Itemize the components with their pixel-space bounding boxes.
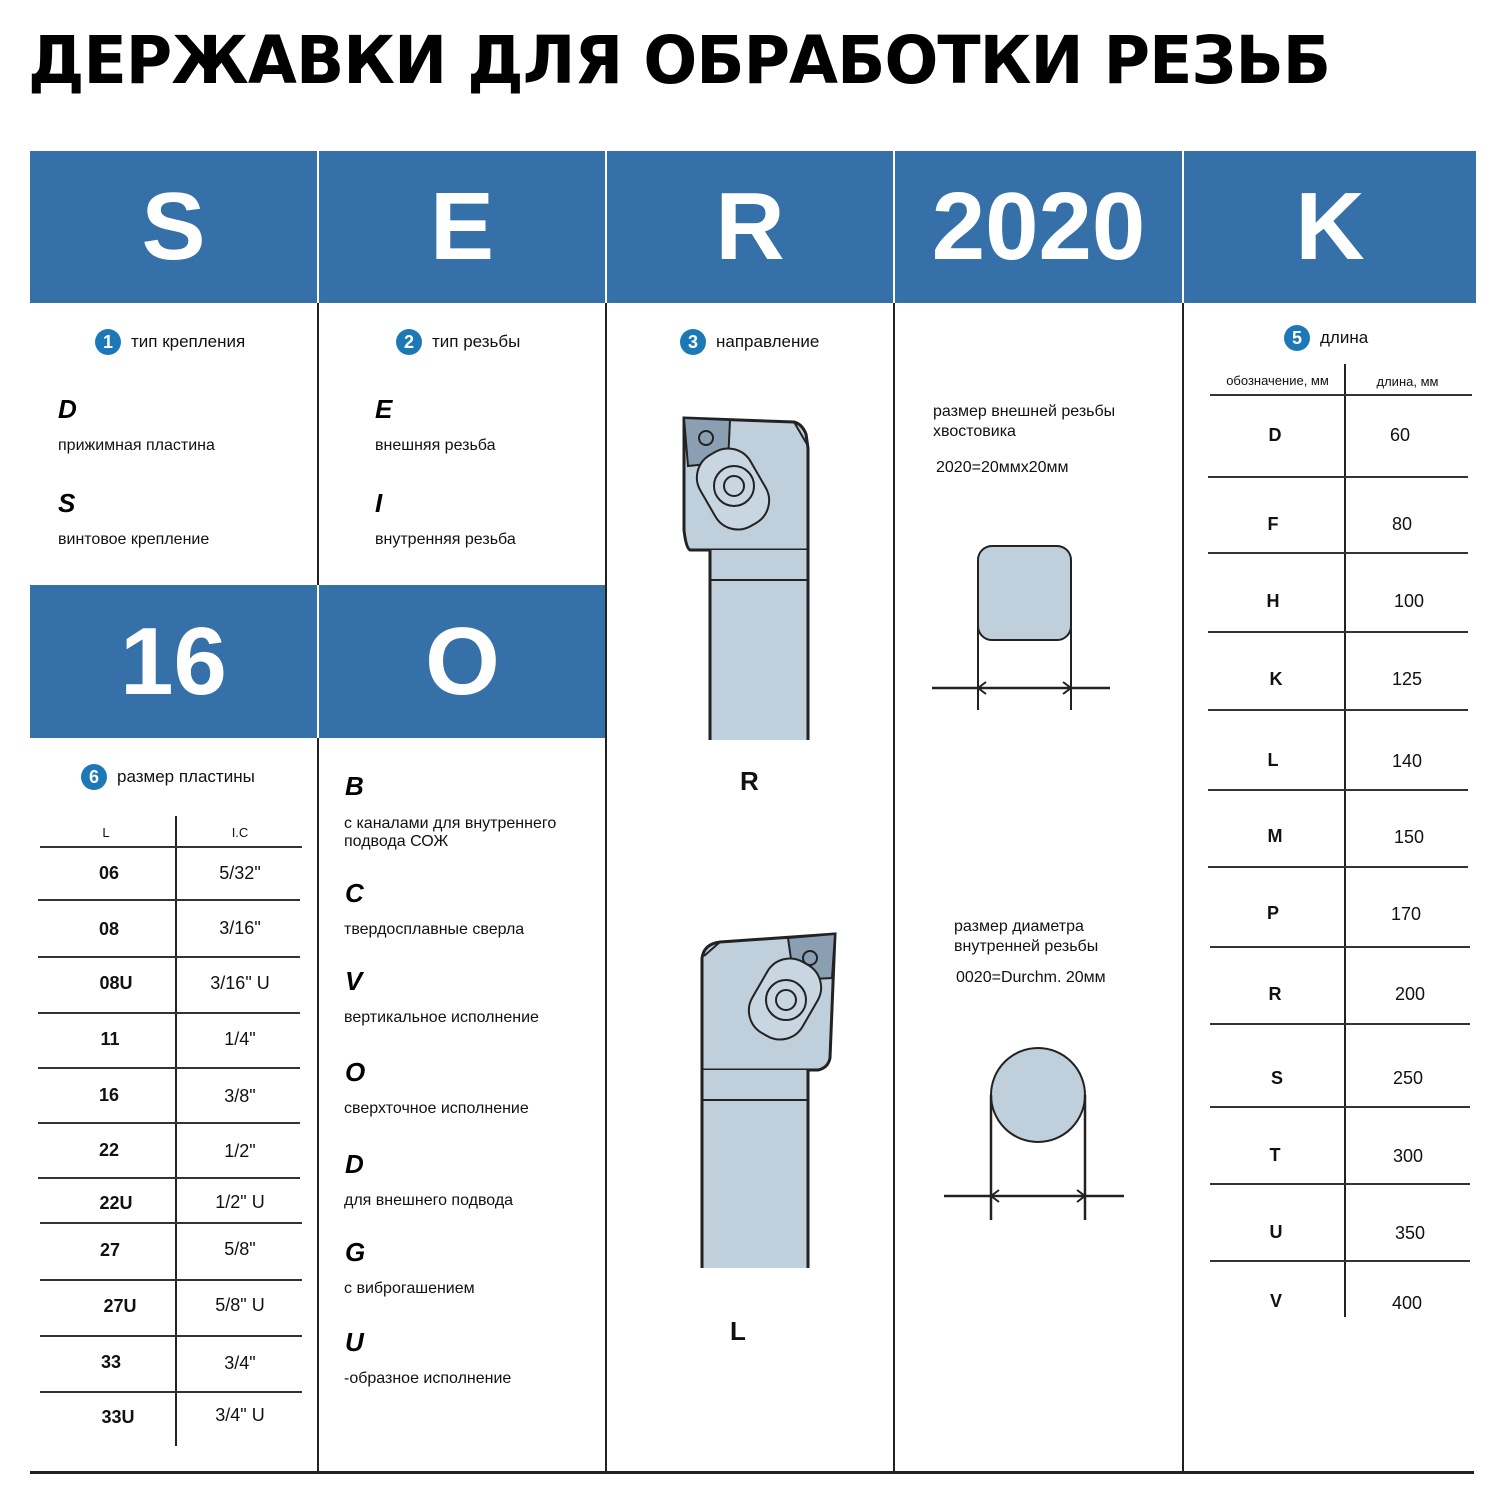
code-r: R (715, 173, 785, 280)
insert-table-divider (175, 816, 177, 1446)
column-divider (317, 303, 319, 585)
length-row-key: U (1269, 1222, 1283, 1242)
variant-desc: -образное исполнение (344, 1370, 512, 1387)
length-row-rule (1210, 1023, 1470, 1025)
insert-row-value: 5/8" U (215, 1295, 265, 1315)
variant-desc: с виброгашением (344, 1280, 475, 1297)
code-block-o (319, 585, 606, 738)
column-divider (893, 303, 895, 1472)
insert-row-rule (40, 1335, 302, 1337)
variant-desc: для внешнего подвода (344, 1192, 514, 1209)
length-row-value: 80 (1391, 514, 1413, 534)
number-badge-2: 2 (396, 329, 422, 355)
length-row-key: F (1267, 514, 1279, 534)
number-badge-1: 1 (95, 329, 121, 355)
length-row-rule (1210, 946, 1470, 948)
insert-row-value: 1/4" (224, 1029, 256, 1049)
length-col-header-code: обозначение, мм (1226, 373, 1329, 388)
number-badge-5: 5 (1284, 325, 1310, 351)
length-row-key: V (1269, 1291, 1282, 1311)
length-row-value: 250 (1392, 1068, 1424, 1088)
variant-letter: D (345, 1149, 364, 1179)
insert-row-rule (40, 1391, 302, 1393)
shank-external-example: 2020=20ммх20мм (936, 459, 1069, 476)
insert-row-rule (38, 956, 300, 958)
insert-row-key: 33U (101, 1407, 135, 1427)
option-desc: прижимная пластина (58, 437, 215, 454)
option-desc: внутренняя резьба (375, 531, 516, 548)
column-divider (605, 303, 607, 1472)
insert-row-key: 22 (98, 1140, 120, 1160)
insert-row-value: 3/8" (224, 1086, 256, 1106)
code-block-2020 (895, 151, 1182, 303)
section-insert-size-heading (81, 764, 255, 790)
insert-row-rule (38, 1012, 300, 1014)
code-block-r (607, 151, 893, 303)
code-2020: 2020 (931, 173, 1146, 280)
code-s: S (141, 173, 206, 280)
insert-row-key: 16 (98, 1085, 120, 1105)
variant-desc: вертикальное исполнение (344, 1009, 539, 1026)
variant-letter: U (345, 1327, 364, 1357)
direction-right-label: R (740, 766, 759, 796)
length-row-value: 170 (1390, 904, 1422, 924)
column-divider (1182, 303, 1184, 1472)
length-row-value: 350 (1394, 1223, 1426, 1243)
option-desc: внешняя резьба (375, 437, 496, 454)
code-block-16 (30, 585, 317, 738)
insert-row-value: 5/8" (224, 1239, 256, 1259)
length-row-value: 140 (1391, 751, 1423, 771)
length-row-key: S (1270, 1068, 1283, 1088)
code-k: K (1295, 173, 1365, 280)
section-label: тип резьбы (432, 332, 521, 351)
insert-row-rule (38, 1177, 300, 1179)
shank-internal-example: 0020=Durchm. 20мм (956, 969, 1106, 986)
insert-row-key: 22U (99, 1193, 133, 1213)
code-block-k (1184, 151, 1476, 303)
section-direction-heading (680, 329, 819, 355)
number-badge-6: 6 (81, 764, 107, 790)
insert-row-rule (40, 1222, 302, 1224)
insert-table-rule (40, 846, 302, 848)
length-row-rule (1210, 1183, 1470, 1185)
length-row-value: 60 (1389, 425, 1411, 445)
section-label: тип крепления (131, 332, 246, 351)
variant-letter: O (345, 1057, 366, 1087)
variant-letter: B (345, 771, 364, 801)
length-row-value: 400 (1391, 1293, 1423, 1313)
length-row-value: 100 (1393, 591, 1425, 611)
length-row-key: L (1267, 750, 1279, 770)
insert-col-header-ic: I.C (231, 825, 249, 840)
length-table-divider (1344, 364, 1346, 1317)
bottom-border (30, 1471, 1474, 1474)
length-row-rule (1208, 552, 1468, 554)
section-thread-type-heading (396, 329, 520, 355)
insert-row-key: 08U (99, 973, 133, 993)
insert-col-header-l: L (102, 825, 110, 840)
length-table-rule (1210, 394, 1472, 396)
column-divider (317, 738, 319, 1472)
insert-row-value: 5/32" (219, 863, 261, 883)
page-title: ДЕРЖАВКИ ДЛЯ ОБРАБОТКИ РЕЗЬБ (28, 22, 1331, 99)
insert-row-value: 3/16" U (210, 973, 270, 993)
insert-row-key: 27U (103, 1296, 137, 1316)
insert-row-value: 1/2" (224, 1141, 256, 1161)
length-row-value: 125 (1391, 669, 1423, 689)
length-row-key: K (1269, 669, 1283, 689)
length-row-key: H (1266, 591, 1280, 611)
length-row-key: M (1267, 826, 1283, 846)
length-row-rule (1210, 1106, 1470, 1108)
section-label: направление (716, 332, 820, 351)
section-label: размер пластины (117, 767, 255, 786)
length-row-rule (1208, 789, 1468, 791)
insert-row-key: 08 (98, 919, 120, 939)
variant-desc: сверхточное исполнение (344, 1100, 529, 1117)
option-letter: S (58, 488, 76, 518)
length-row-rule (1210, 1260, 1470, 1262)
number-badge-3: 3 (680, 329, 706, 355)
variant-desc: подвода СОЖ (344, 833, 449, 850)
length-row-rule (1208, 709, 1468, 711)
section-length-heading (1284, 325, 1368, 351)
code-e: E (429, 173, 495, 280)
insert-row-key: 06 (98, 863, 120, 883)
variant-desc: твердосплавные сверла (344, 921, 525, 938)
insert-row-rule (40, 1279, 302, 1281)
variant-letter: G (345, 1237, 366, 1267)
length-row-value: 300 (1392, 1146, 1424, 1166)
code-o: O (425, 607, 500, 715)
option-desc: винтовое крепление (58, 531, 210, 548)
insert-row-key: 27 (99, 1240, 121, 1260)
shank-internal-title-2: внутренней резьбы (954, 938, 1099, 955)
option-letter: D (58, 394, 77, 424)
left-hand-holder-illustration (690, 928, 840, 1273)
insert-row-value: 1/2" U (215, 1192, 265, 1212)
option-letter: E (375, 394, 393, 424)
code-block-s (30, 151, 317, 303)
insert-row-key: 33 (100, 1352, 122, 1372)
length-row-rule (1208, 476, 1468, 478)
shank-external-title-2: хвостовика (933, 423, 1016, 440)
length-row-key: D (1268, 425, 1282, 445)
length-row-key: T (1269, 1145, 1281, 1165)
code-16: 16 (120, 607, 227, 715)
length-row-rule (1208, 631, 1468, 633)
insert-row-value: 3/4" U (215, 1405, 265, 1425)
option-letter: I (375, 488, 383, 518)
insert-row-value: 3/4" (224, 1353, 256, 1373)
insert-row-key: 11 (100, 1029, 120, 1049)
length-row-key: P (1266, 903, 1279, 923)
code-block-e (319, 151, 605, 303)
shank-internal-title-1: размер диаметра (954, 918, 1084, 935)
round-shank-diagram (940, 1045, 1130, 1225)
direction-left-label: L (730, 1316, 746, 1346)
length-row-value: 150 (1393, 827, 1425, 847)
length-row-key: R (1268, 984, 1282, 1004)
insert-row-rule (38, 1067, 300, 1069)
square-shank-diagram (930, 540, 1115, 715)
section-mounting-heading (95, 329, 245, 355)
right-hand-holder-illustration (670, 410, 820, 745)
insert-row-value: 3/16" (219, 918, 261, 938)
shank-external-title-1: размер внешней резьбы (933, 403, 1116, 420)
insert-row-rule (38, 1122, 300, 1124)
length-row-value: 200 (1394, 984, 1426, 1004)
section-label: длина (1320, 328, 1369, 347)
variant-letter: C (345, 878, 364, 908)
variant-letter: V (345, 966, 363, 996)
length-col-header-length: длина, мм (1376, 374, 1439, 389)
length-row-rule (1208, 866, 1468, 868)
variant-desc: с каналами для внутреннего (344, 815, 557, 832)
insert-row-rule (38, 899, 300, 901)
